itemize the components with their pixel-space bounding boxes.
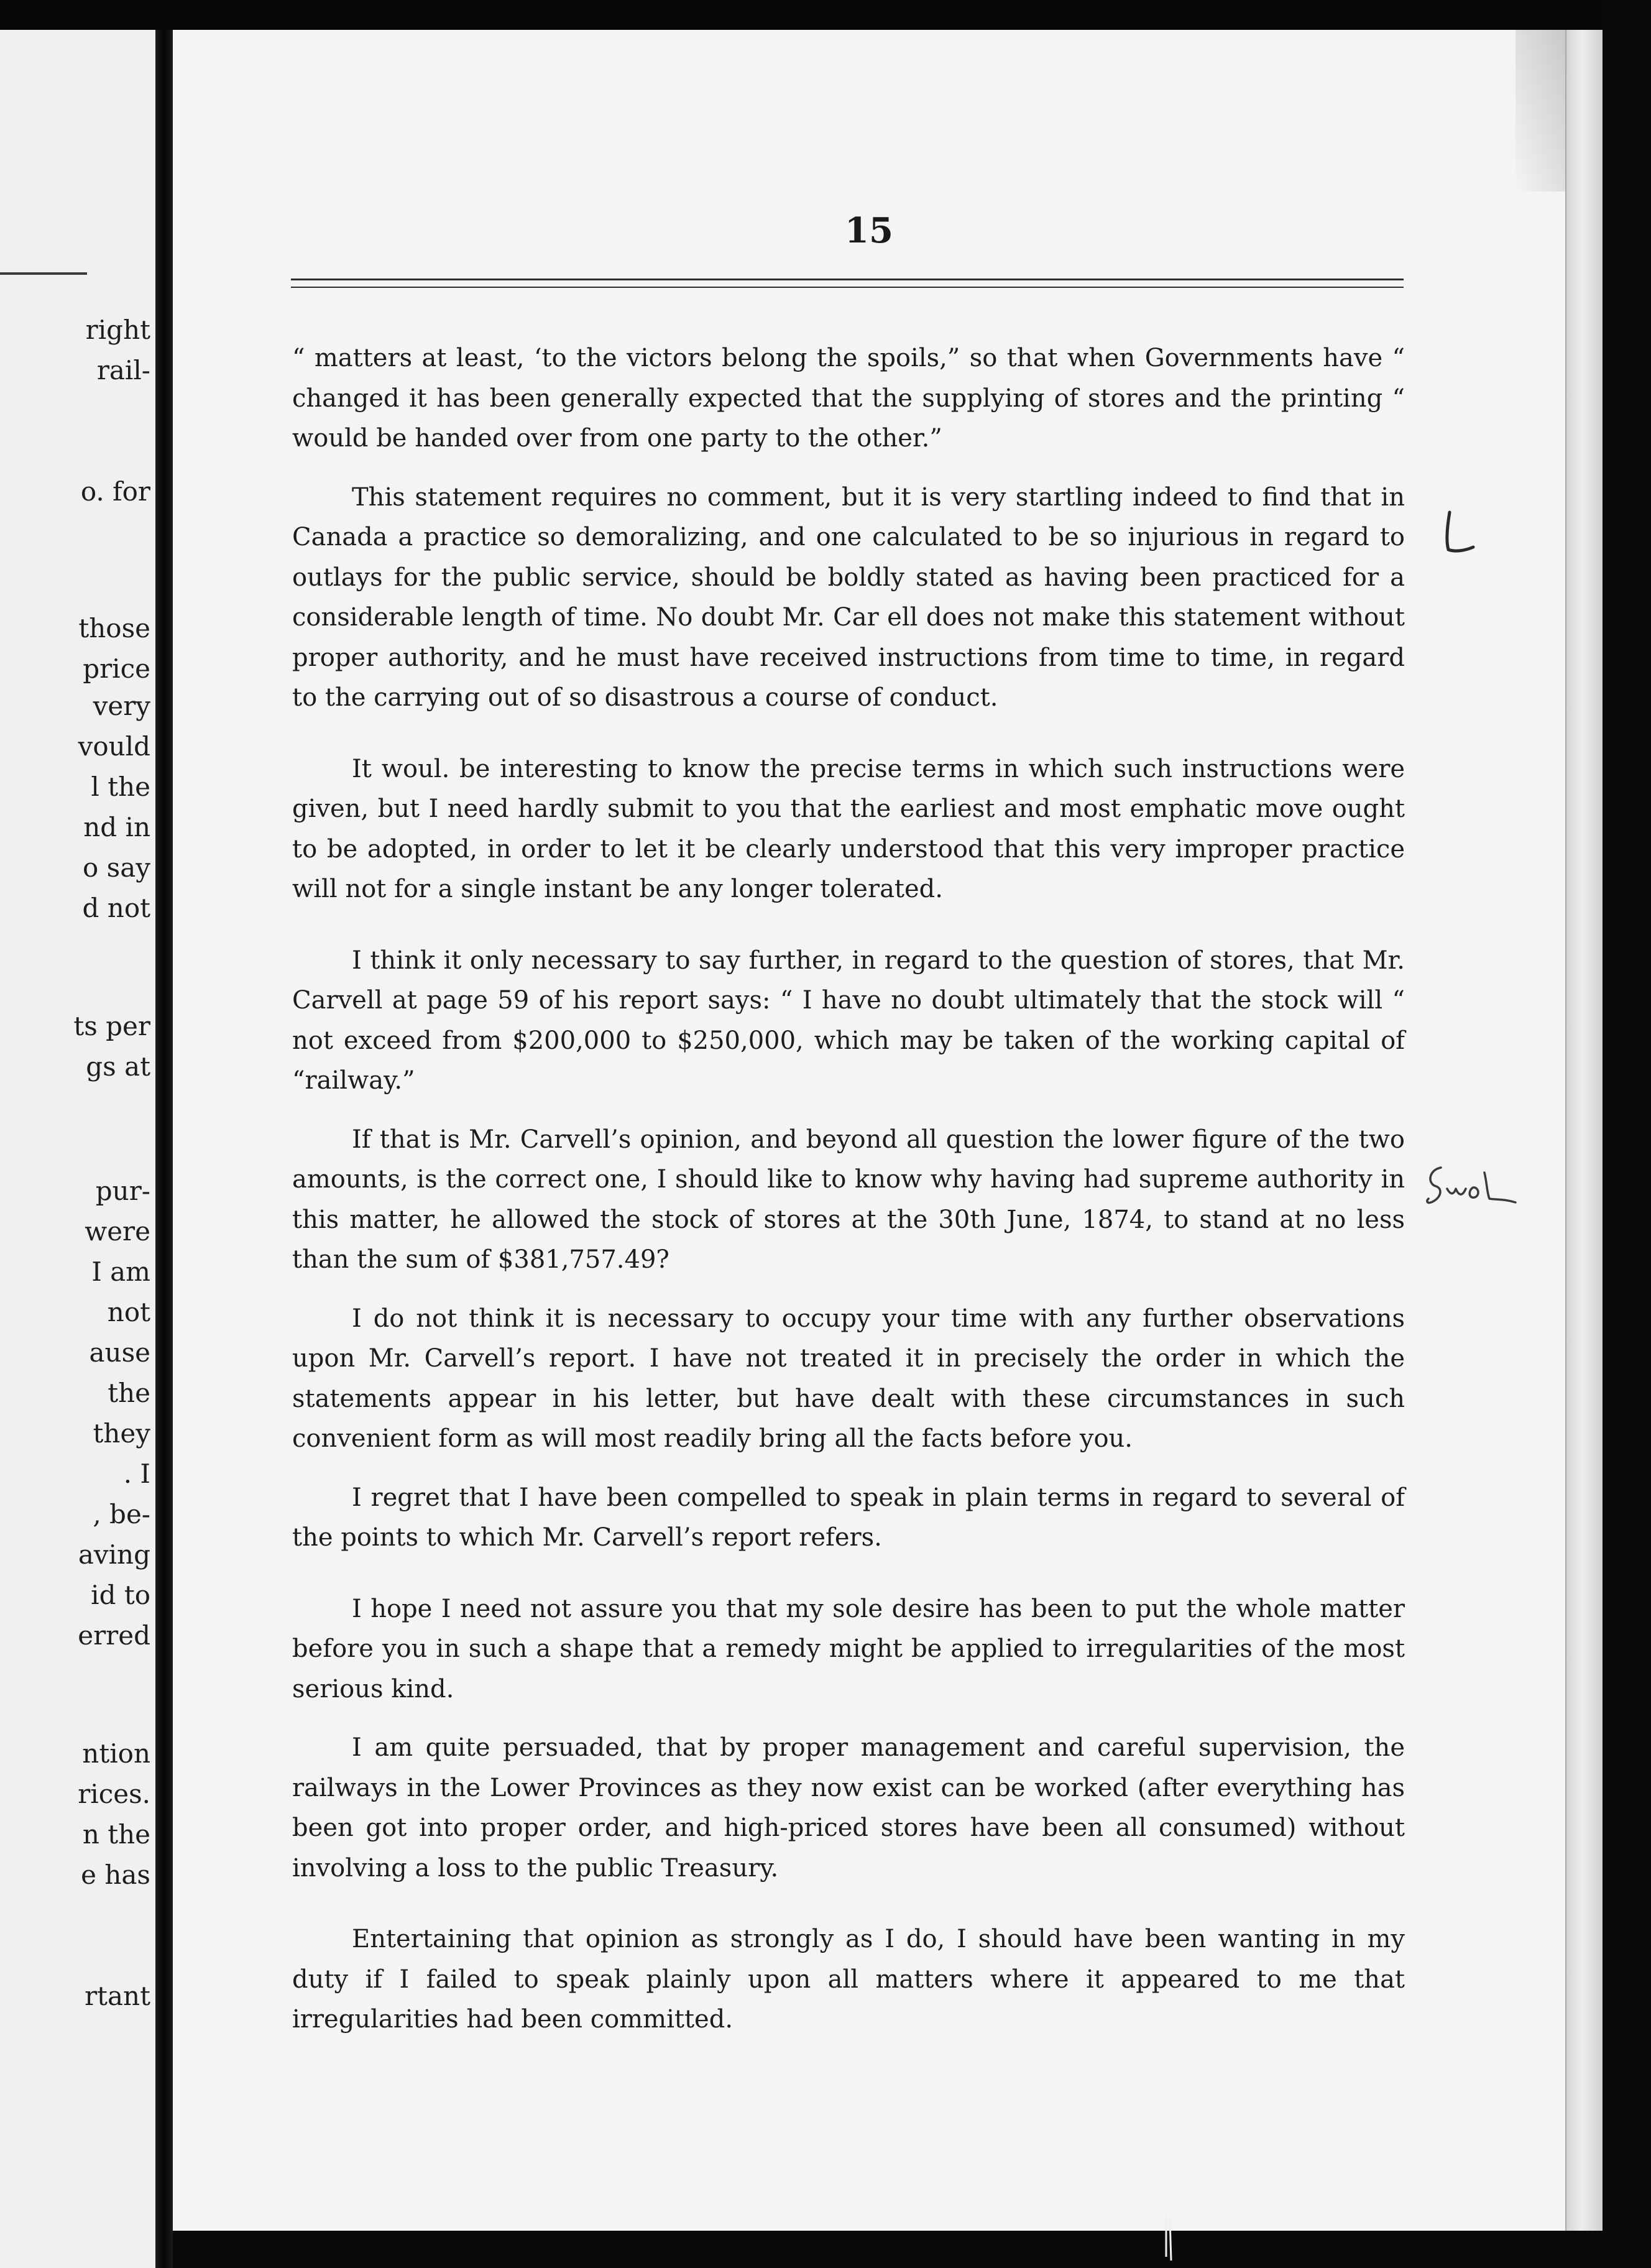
page-number: 15 xyxy=(845,210,893,251)
paragraph-1: “ matters at least, ‘to the victors belong the spoils,” so that when Governments have “ changed it has been generally expected that the supplying of stores and the printing “ would be handed over from one party to the other.” xyxy=(292,344,1405,453)
left-facing-page xyxy=(0,30,155,2268)
left-page-fragment: erred xyxy=(78,1620,150,1651)
scan-top-border xyxy=(0,0,1651,31)
page-gutter-shadow xyxy=(155,30,173,2268)
left-page-fragment: price xyxy=(83,653,150,684)
left-page-fragment: aving xyxy=(78,1539,150,1570)
left-page-fragment: , be- xyxy=(93,1499,150,1529)
left-page-fragment: the xyxy=(108,1378,150,1408)
left-page-fragment: ts per xyxy=(73,1011,150,1041)
left-page-fragment: rail- xyxy=(96,355,150,385)
paragraph-8: I hope I need not assure you that my sole desire has been to put the whole matter before you in such a shape that a remedy might be applied to irregularities of the most serious kind. xyxy=(292,1594,1405,1703)
left-page-fragment: right xyxy=(85,315,150,345)
paragraph-7: I regret that I have been compelled to speak in plain terms in regard to several of the points to which Mr. Carvell’s report refers. xyxy=(292,1483,1405,1552)
paragraph-9: I am quite persuaded, that by proper management and careful supervision, the railways in the Lower Provinces as they now exist can be worked (after everything has been got into proper order, and high-priced stores have been all consumed) without involving a loss to the public Treasury. xyxy=(292,1733,1405,1883)
left-page-fragment: very xyxy=(93,691,150,721)
left-page-fragment: were xyxy=(85,1216,150,1247)
header-double-rule xyxy=(291,279,1404,288)
left-page-fragment: rtant xyxy=(85,1981,150,2011)
handwritten-bracket-mark xyxy=(1441,509,1478,558)
paragraph-2: This statement requires no comment, but it is very startling indeed to find that in Canada a practice so demoralizing, and one calculated to be so injurious in regard to outlays for the public service, should be boldly stated as having been practiced for a considerable length of time. No doubt Mr. Car ell does not make this statement without proper authority, and he must have received instructions from time to time, in regard to the carrying out of so disastrous a course of conduct. xyxy=(292,482,1405,712)
page-corner-shadow xyxy=(1515,30,1565,191)
left-page-fragment: ntion xyxy=(82,1738,150,1769)
paragraph-4: I think it only necessary to say further, in regard to the question of stores, that Mr. Carvell at page 59 of his report says: “ I have no doubt ultimately that the stock will “ not exceed from $200,000 to $250,000, which may be taken of the working capital of “railway.” xyxy=(292,946,1405,1095)
left-page-fragment: vould xyxy=(78,731,150,762)
paragraph-10: Entertaining that opinion as strongly as I do, I should have been wanting in my duty if I failed to speak plainly upon all matters where it appeared to me that irregularities had been committed. xyxy=(292,1925,1405,2034)
left-page-fragment: they xyxy=(93,1418,150,1449)
left-page-fragment: rices. xyxy=(78,1779,150,1809)
left-page-fragment: e has xyxy=(81,1860,150,1890)
handwritten-margin-note xyxy=(1422,1161,1528,1217)
left-page-fragment: n the xyxy=(82,1819,150,1850)
left-page-fragment: nd in xyxy=(83,812,150,842)
body-text xyxy=(292,338,1405,2040)
scan-right-border xyxy=(1603,0,1651,2268)
left-page-fragment: id to xyxy=(91,1580,150,1610)
left-page-fragment: o. for xyxy=(80,476,150,507)
paragraph-5: If that is Mr. Carvell’s opinion, and beyond all question the lower figure of the two amounts, is the correct one, I should like to know why having had supreme authority in this matter, he allowed the stock of stores at the 30th June, 1874, to stand at no less than the sum of $381,757.49? xyxy=(292,1125,1405,1274)
left-page-fragment: I am xyxy=(91,1256,150,1287)
paragraph-3: It woul. be interesting to know the precise terms in which such instructions were given, but I need hardly submit to you that the earliest and most emphatic move ought to be adopted, in order to let it be clearly understood that this very improper practice will not for a single instant be any longer tolerated. xyxy=(292,754,1405,903)
paragraph-6: I do not think it is necessary to occupy your time with any further observations upon Mr. Carvell’s report. I have not treated it in precisely the order in which the statements appear in his letter, but have dealt with these circumstances in such convenient form as will most readily bring all the facts before you. xyxy=(292,1304,1405,1453)
left-page-fragment: d not xyxy=(82,893,150,923)
left-page-fragment: l the xyxy=(91,772,150,802)
left-page-text-fragments xyxy=(0,30,150,2268)
left-page-fragment: ause xyxy=(89,1337,150,1368)
left-page-fragment: . I xyxy=(123,1459,150,1489)
left-page-fragment: those xyxy=(78,613,150,643)
right-page-edge xyxy=(1565,30,1604,2231)
left-page-fragment: o say xyxy=(83,852,150,883)
left-page-fragment: not xyxy=(107,1297,150,1327)
document-page xyxy=(173,30,1565,2231)
left-page-fragment: pur- xyxy=(95,1176,150,1206)
scan-artifact-mark xyxy=(1162,2213,1175,2263)
scan-bottom-border xyxy=(173,2231,1603,2268)
left-page-fragment: gs at xyxy=(86,1051,150,1082)
